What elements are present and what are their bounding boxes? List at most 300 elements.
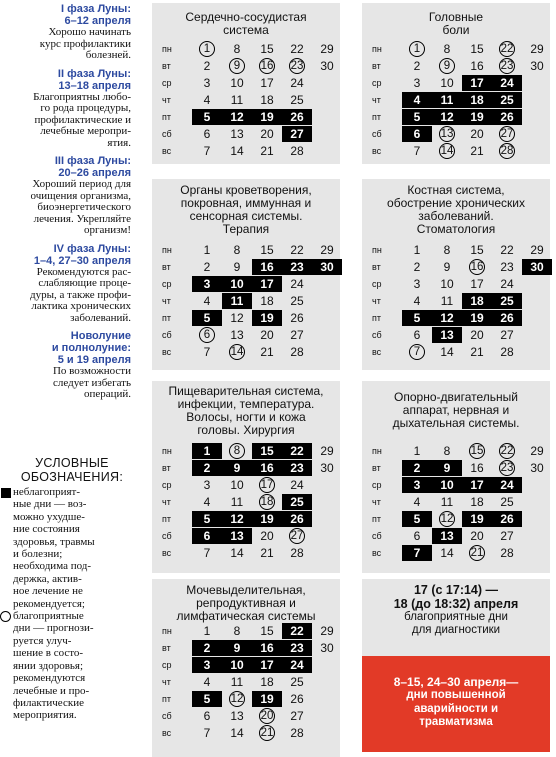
day-number: 19 [260, 109, 274, 124]
day-number: 26 [500, 511, 514, 526]
day-number: 18 [260, 495, 274, 508]
day-number: 25 [290, 674, 304, 689]
calendar-day [402, 75, 432, 91]
calendar-day [192, 58, 222, 74]
calendar-day [252, 109, 282, 125]
calendar-grid [152, 241, 342, 360]
calendar-day [462, 41, 492, 57]
day-number: 25 [290, 92, 304, 107]
calendar-day [282, 276, 312, 292]
calendar-row [152, 142, 342, 159]
calendar-day [222, 41, 252, 57]
day-number: 27 [290, 529, 304, 542]
calendar-row [362, 258, 552, 275]
day-number: 3 [203, 276, 211, 291]
calendar-day [402, 293, 432, 309]
calendar-day [252, 460, 282, 476]
calendar-day [462, 276, 492, 292]
calendar-day [222, 477, 252, 493]
calendar-day [252, 674, 282, 690]
calendar-day [252, 708, 282, 724]
panel-title: Волосы, ногти и кожа [186, 410, 306, 424]
calendar-row [362, 40, 552, 57]
calendar-row [362, 476, 552, 493]
day-number: 15 [470, 242, 484, 257]
day-number: 15 [260, 623, 274, 638]
calendar-day [312, 477, 342, 493]
day-number: 17 [260, 657, 274, 672]
day-number: 22 [290, 443, 304, 458]
panel-blood [152, 179, 340, 370]
calendar-day [252, 443, 282, 459]
diagnostics-dates: 18 (до 18:32) апреля [393, 597, 519, 611]
day-number: 15 [260, 41, 274, 56]
calendar-day [312, 443, 342, 459]
day-number: 24 [500, 477, 514, 492]
calendar-day [222, 708, 252, 724]
day-number: 14 [230, 725, 244, 740]
day-number: 24 [500, 276, 514, 291]
calendar-day [252, 494, 282, 510]
weekday-label: пн [372, 445, 382, 456]
day-number: 10 [230, 657, 244, 672]
panel-title: Органы кроветворения, [180, 183, 312, 197]
calendar-day [312, 92, 342, 108]
calendar-day [492, 528, 522, 544]
panel-bone [362, 179, 550, 370]
calendar-day [192, 41, 222, 57]
day-number: 15 [470, 41, 484, 56]
calendar-day [492, 310, 522, 326]
day-number: 27 [500, 327, 514, 342]
calendar-day [312, 126, 342, 142]
panel-title: Сердечно-сосудистая [185, 10, 307, 24]
calendar-day [522, 545, 552, 561]
legend-text: можно ухудше- [13, 510, 85, 523]
legend-title: УСЛОВНЫЕ [35, 456, 109, 470]
calendar-day [432, 109, 462, 125]
calendar-day [522, 310, 552, 326]
legend-text: дни — прогнози- [13, 622, 94, 635]
legend-text: янии здоровья; [13, 659, 84, 672]
calendar-day [282, 344, 312, 360]
weekday-label: вт [162, 462, 171, 473]
day-number: 28 [290, 143, 304, 158]
calendar-day [432, 477, 462, 493]
day-number: 14 [440, 144, 454, 157]
calendar-row [362, 510, 552, 527]
day-number: 22 [500, 42, 514, 55]
calendar-day [312, 528, 342, 544]
phase-title: II фаза Луны: [57, 67, 131, 80]
day-number: 10 [440, 75, 454, 90]
legend-text: здоровья, травмы [13, 535, 95, 548]
calendar-day [432, 242, 462, 258]
calendar-day [492, 58, 522, 74]
day-number: 24 [290, 477, 304, 492]
phase-text: заболеваний. [70, 311, 131, 324]
day-number: 2 [203, 640, 211, 655]
day-number: 21 [470, 344, 484, 359]
calendar-day [312, 460, 342, 476]
calendar-day [222, 460, 252, 476]
day-number: 6 [413, 528, 421, 543]
calendar-day [402, 344, 432, 360]
day-number: 9 [233, 460, 241, 475]
day-number: 19 [470, 310, 484, 325]
day-number: 30 [320, 58, 334, 73]
day-number: 12 [440, 109, 454, 124]
day-number: 12 [440, 310, 454, 325]
day-number: 15 [470, 444, 484, 457]
calendar-day [252, 725, 282, 741]
calendar-day [492, 109, 522, 125]
calendar-day [522, 126, 552, 142]
calendar-day [192, 109, 222, 125]
day-number: 29 [530, 443, 544, 458]
day-number: 29 [320, 41, 334, 56]
day-number: 25 [500, 293, 514, 308]
day-number: 18 [260, 674, 274, 689]
calendar-day [282, 511, 312, 527]
day-number: 26 [500, 310, 514, 325]
phase-new-full-moon [0, 330, 134, 401]
day-number: 19 [260, 310, 274, 325]
calendar-day [312, 242, 342, 258]
calendar-day [462, 75, 492, 91]
calendar-day [222, 143, 252, 159]
day-number: 26 [290, 310, 304, 325]
day-number: 7 [203, 344, 211, 359]
phase-text: По возможности [52, 365, 131, 377]
calendar-day [492, 126, 522, 142]
phase-title: I фаза Луны: [60, 3, 131, 15]
calendar-day [312, 276, 342, 292]
calendar-day [432, 545, 462, 561]
legend-title: ОБОЗНАЧЕНИЯ: [20, 470, 124, 484]
day-number: 27 [500, 528, 514, 543]
phase-text: Хороший период для [32, 178, 131, 190]
panel-title: система [223, 23, 269, 37]
day-number: 20 [470, 126, 484, 141]
calendar-day [522, 460, 552, 476]
calendar-day [252, 293, 282, 309]
day-number: 28 [500, 144, 514, 157]
day-number: 7 [413, 143, 421, 158]
day-number: 29 [530, 242, 544, 257]
calendar-day [432, 92, 462, 108]
day-number: 28 [290, 545, 304, 560]
day-number: 6 [203, 126, 211, 141]
calendar-grid [362, 442, 552, 561]
calendar-day [492, 344, 522, 360]
diagnostics-dates: 17 (с 17:14) — [413, 583, 499, 597]
calendar-day [192, 126, 222, 142]
calendar-day [492, 143, 522, 159]
phase-text: Благоприятны любо- [33, 90, 131, 103]
panel-title: Пищеварительная система, [168, 384, 324, 398]
calendar-day [522, 143, 552, 159]
calendar-day [222, 276, 252, 292]
calendar-day [432, 511, 462, 527]
calendar-day [522, 344, 552, 360]
calendar-grid [152, 622, 342, 741]
calendar-day [282, 143, 312, 159]
calendar-day [252, 327, 282, 343]
calendar-day [282, 725, 312, 741]
calendar-day [192, 242, 222, 258]
weekday-label: пт [162, 513, 171, 524]
calendar-day [192, 494, 222, 510]
day-number: 13 [230, 528, 244, 543]
calendar-day [462, 58, 492, 74]
calendar-row [362, 91, 552, 108]
calendar-day [222, 310, 252, 326]
calendar-day [222, 92, 252, 108]
calendar-day [312, 511, 342, 527]
day-number: 30 [530, 259, 544, 274]
calendar-row [362, 292, 552, 309]
calendar-day [192, 511, 222, 527]
day-number: 28 [290, 725, 304, 740]
calendar-day [462, 344, 492, 360]
calendar-day [252, 92, 282, 108]
calendar-day [192, 75, 222, 91]
calendar-day [522, 293, 552, 309]
calendar-row [152, 343, 342, 360]
phase-text: следует избегать [53, 376, 131, 389]
day-number: 29 [530, 41, 544, 56]
calendar-day [312, 657, 342, 673]
calendar-row [152, 91, 342, 108]
calendar-row [152, 258, 342, 275]
calendar-day [282, 494, 312, 510]
calendar-day [312, 725, 342, 741]
calendar-day [252, 143, 282, 159]
day-number: 14 [230, 545, 244, 560]
day-number: 12 [440, 512, 454, 525]
day-number: 18 [470, 494, 484, 509]
calendar-row [152, 707, 342, 724]
calendar-row [362, 493, 552, 510]
calendar-day [432, 310, 462, 326]
day-number: 5 [413, 511, 421, 526]
day-number: 30 [320, 259, 334, 274]
calendar-day [522, 41, 552, 57]
phase-text: курс профилактики [39, 37, 131, 50]
day-number: 2 [203, 460, 211, 475]
calendar-day [252, 623, 282, 639]
weekday-label: чт [372, 496, 381, 507]
calendar-day [192, 293, 222, 309]
calendar-day [312, 75, 342, 91]
calendar-day [282, 327, 312, 343]
calendar-day [522, 327, 552, 343]
calendar-day [252, 259, 282, 275]
calendar-day [222, 443, 252, 459]
calendar-row [362, 544, 552, 561]
calendar-day [492, 327, 522, 343]
day-number: 2 [413, 259, 421, 274]
day-number: 8 [443, 443, 451, 458]
calendar-row [362, 309, 552, 326]
day-number: 14 [230, 143, 244, 158]
day-number: 8 [233, 242, 241, 257]
day-number: 11 [440, 494, 454, 509]
calendar-day [282, 259, 312, 275]
day-number: 16 [260, 59, 274, 72]
day-number: 23 [500, 461, 514, 474]
panel-title: дыхательная системы. [392, 416, 520, 430]
calendar-row [152, 459, 342, 476]
day-number: 4 [413, 92, 421, 107]
phase-title: Новолуние [70, 330, 131, 342]
phase-text: организм! [84, 224, 131, 236]
day-number: 1 [203, 623, 211, 638]
legend [0, 456, 134, 722]
calendar-row [152, 309, 342, 326]
phase-text: дуры, а также профи- [30, 288, 131, 301]
day-number: 1 [203, 443, 211, 458]
calendar-day [522, 109, 552, 125]
calendar-day [462, 460, 492, 476]
day-number: 12 [230, 692, 244, 705]
calendar-day [402, 259, 432, 275]
panel-title: инфекции, температура. [177, 397, 315, 411]
day-number: 8 [443, 242, 451, 257]
weekday-label: ср [162, 77, 172, 88]
calendar-row [152, 544, 342, 561]
calendar-day [312, 545, 342, 561]
weekday-label: чт [162, 295, 171, 306]
day-number: 25 [290, 494, 304, 509]
weekday-label: вт [162, 642, 171, 653]
calendar-row [152, 724, 342, 741]
calendar-day [282, 460, 312, 476]
phase-dates: 1–4, 27–30 апреля [33, 254, 131, 267]
calendar-day [462, 310, 492, 326]
calendar-day [462, 109, 492, 125]
day-number: 12 [230, 511, 244, 526]
danger-text: дни повышенной [406, 689, 506, 701]
phase-title: IV фаза Луны: [53, 242, 131, 255]
calendar-day [402, 494, 432, 510]
phase-dates: 13–18 апреля [58, 79, 131, 92]
day-number: 18 [470, 92, 484, 107]
calendar-day [252, 477, 282, 493]
day-number: 1 [413, 242, 421, 257]
calendar-day [432, 327, 462, 343]
weekday-label: вт [162, 261, 171, 272]
weekday-label: чт [162, 496, 171, 507]
calendar-day [222, 691, 252, 707]
day-number: 10 [230, 75, 244, 90]
legend-text: мероприятия. [13, 709, 77, 722]
day-number: 21 [470, 546, 484, 559]
calendar-day [252, 528, 282, 544]
calendar-day [492, 75, 522, 91]
weekday-label: ср [162, 278, 172, 289]
phase-dates: и полнолуние: [51, 342, 131, 354]
calendar-row [152, 527, 342, 544]
calendar-day [222, 640, 252, 656]
phase-dates: 5 и 19 апреля [57, 354, 131, 366]
weekday-label: вс [162, 145, 172, 156]
calendar-day [282, 75, 312, 91]
calendar-day [282, 58, 312, 74]
calendar-day [522, 276, 552, 292]
day-number: 25 [500, 92, 514, 107]
weekday-label: пт [162, 693, 171, 704]
day-number: 4 [203, 674, 211, 689]
day-number: 28 [290, 344, 304, 359]
day-number: 23 [500, 259, 514, 274]
calendar-day [282, 657, 312, 673]
calendar-day [282, 691, 312, 707]
panel-cardio [152, 3, 340, 164]
weekday-label: сб [162, 530, 172, 541]
day-number: 3 [203, 75, 211, 90]
legend-bad-days [0, 486, 134, 610]
calendar-day [282, 443, 312, 459]
day-number: 8 [233, 623, 241, 638]
calendar-day [522, 92, 552, 108]
day-number: 26 [500, 109, 514, 124]
weekday-label: вс [372, 346, 382, 357]
phase-text: операций. [83, 388, 131, 400]
calendar-day [192, 259, 222, 275]
calendar-day [432, 126, 462, 142]
day-number: 22 [290, 242, 304, 257]
calendar-day [282, 126, 312, 142]
phase-text: лактика хронических [31, 300, 131, 312]
calendar-day [222, 545, 252, 561]
calendar-day [522, 242, 552, 258]
day-number: 23 [290, 59, 304, 72]
panel-title: Костная система, [407, 183, 505, 197]
day-number: 2 [203, 259, 211, 274]
calendar-day [492, 477, 522, 493]
calendar-day [282, 528, 312, 544]
weekday-label: пн [162, 445, 172, 456]
calendar-day [462, 259, 492, 275]
phase-text: профилактические и [34, 113, 131, 126]
diagnostics-text: для диагностики [411, 624, 501, 636]
day-number: 6 [413, 126, 421, 141]
day-number: 13 [230, 327, 244, 342]
calendar-day [192, 674, 222, 690]
calendar-row [152, 326, 342, 343]
day-number: 24 [290, 75, 304, 90]
calendar-day [432, 75, 462, 91]
panel-digest [152, 381, 340, 573]
calendar-day [252, 242, 282, 258]
day-number: 27 [290, 708, 304, 723]
day-number: 23 [290, 259, 304, 274]
day-number: 11 [230, 494, 244, 509]
danger-dates: 8–15, 24–30 апреля— [393, 675, 519, 689]
calendar-day [492, 92, 522, 108]
day-number: 9 [229, 58, 245, 74]
calendar-day [222, 327, 252, 343]
calendar-day [252, 41, 282, 57]
calendar-day [312, 691, 342, 707]
day-number: 22 [290, 623, 304, 638]
day-number: 12 [230, 310, 244, 325]
panel-title: Стоматология [416, 222, 496, 236]
day-number: 20 [470, 528, 484, 543]
weekday-label: сб [372, 329, 382, 340]
